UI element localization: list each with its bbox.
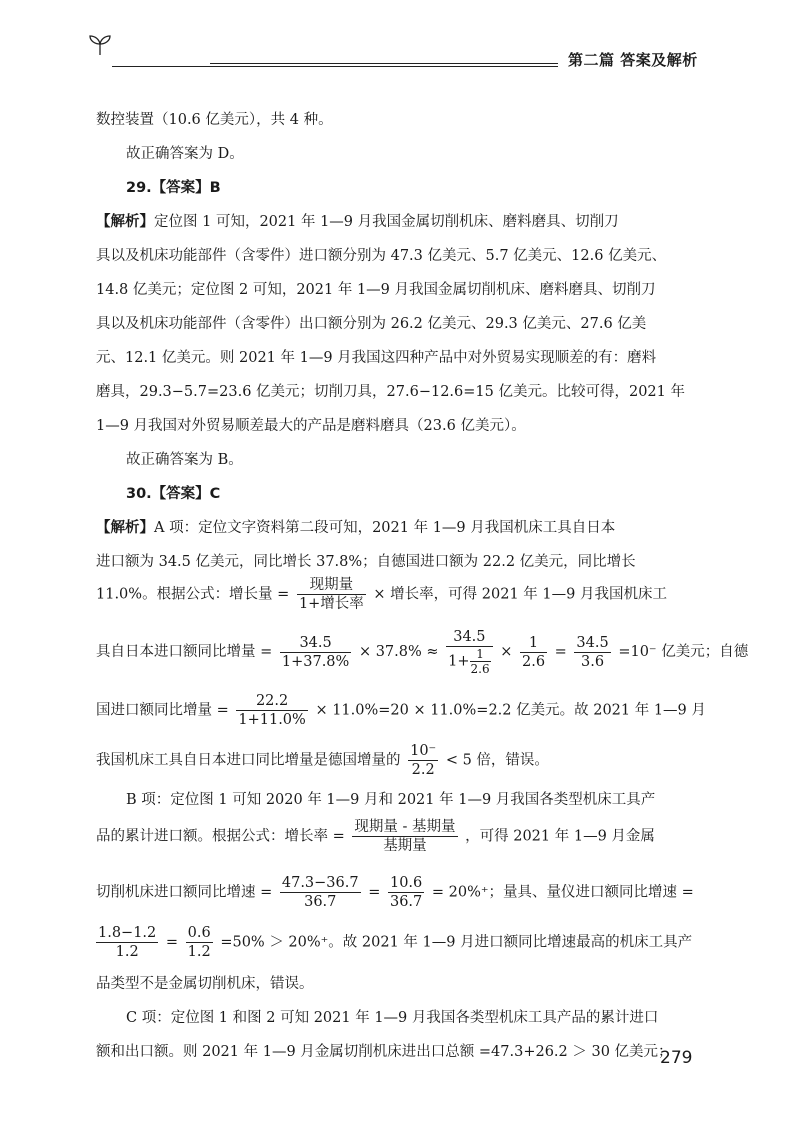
text-span: A 项：定位文字资料第二段可知，2021 年 1—9 月我国机床工具自日本 [154,520,616,536]
fraction-numerator: 47.3−36.7 [281,875,359,891]
text-line: 具以及机床功能部件（含零件）出口额分别为 26.2 亿美元、29.3 亿美元、27.6 亿美 [96,316,647,332]
text-span: × 11.0%=20 × 11.0%=2.2 亿美元。故 2021 年 1—9 月 [315,702,706,719]
fraction-denominator: 1.2 [187,944,211,960]
section-title: 第二篇 答案及解析 [568,51,698,69]
formula-line [96,692,706,729]
page-header [0,0,800,80]
text-span: = [554,644,567,660]
text-span: < 5 倍，错误。 [445,752,549,769]
page-number: 279 [660,1048,693,1068]
fraction-numerator: 34.5 [446,628,492,647]
text-span: ，可得 2021 年 1—9 月金属 [465,828,655,845]
text-line [96,212,696,232]
text-span: 切削机床进口额同比增速 = [96,884,273,901]
fraction-numerator: 1 [520,634,547,653]
text-span: 国进口额同比增量 = [96,702,229,719]
answer-29: 29.【答案】B [126,180,221,196]
formula-line [96,924,696,961]
fraction-numerator: 34.5 [280,634,351,653]
fraction-numerator: 10.6 [389,875,423,891]
text-line: 具以及机床功能部件（含零件）进口额分别为 47.3 亿美元、5.7 亿美元、12.6 亿美元、 [96,248,667,264]
fraction [280,874,361,911]
text-line: 品类型不是金属切削机床，错误。 [96,976,314,992]
fraction-denominator: 2.6 [470,662,490,676]
fraction-numerator: 1.8−1.2 [98,925,157,941]
text-span: = [368,884,381,901]
text-span: =50% ＞ 20%⁺。故 2021 年 1—9 月进口额同比增速最高的机床工具产 [220,934,693,951]
text-span: × 37.8% ≈ [358,644,439,660]
text-line: 磨具，29.3−5.7=23.6 亿美元；切削刀具，27.6−12.6=15 亿美元。比较可得，2021 年 [96,384,685,400]
fraction-numerator: 1 [470,647,491,662]
fraction-denominator [446,647,492,676]
header-rule-upper [210,63,558,64]
fraction-denominator: 2.6 [521,653,546,670]
text-line: 14.8 亿美元；定位图 2 可知，2021 年 1—9 月我国金属切削机床、磨料磨具、切削刀 [96,282,656,298]
fraction [388,874,424,911]
fraction [446,628,492,676]
formula-line [96,818,696,855]
text-span: 11.0%。根据公式：增长量 = [96,586,290,603]
sprout-icon [86,33,114,57]
fraction-numerator: 10⁻ [410,743,437,759]
text-span: × [500,644,513,660]
text-line: 进口额为 34.5 亿美元，同比增长 37.8%；自德国进口额为 22.2 亿美元，同比增长 [96,554,636,570]
fraction [186,924,213,961]
formula-line [96,576,696,613]
fraction-numerator: 34.5 [576,634,609,651]
text-span: 1+ [448,653,470,670]
fraction [96,924,158,961]
fraction-numerator: 现期量 [297,576,366,595]
fraction [574,634,610,671]
fraction-denominator: 1+11.0% [238,712,306,728]
answer-30: 30.【答案】C [126,486,221,502]
text-line: 额和出口额。则 2021 年 1—9 月金属切削机床进出口总额 =47.3+26.2 ＞ 30 亿美元； [96,1044,673,1060]
text-line: 1—9 月我国对外贸易顺差最大的产品是磨料磨具（23.6 亿美元）。 [96,418,526,434]
text-span: × 增长率，可得 2021 年 1—9 月我国机床工 [373,586,667,603]
text-span: 定位图 1 可知，2021 年 1—9 月我国金属切削机床、磨料磨具、切削刀 [154,214,619,230]
fraction-numerator: 22.2 [236,692,307,711]
fraction [236,692,307,729]
text-line: 元、12.1 亿美元。则 2021 年 1—9 月我国这四种产品中对外贸易实现顺差的有：磨料 [96,350,657,366]
fraction [280,634,351,671]
fraction-numerator: 0.6 [187,925,211,941]
formula-line [96,628,749,676]
fraction-denominator: 2.2 [411,762,435,778]
fraction-denominator: 36.7 [304,894,337,910]
text-span: = [165,934,179,951]
header-rule [112,66,558,67]
fraction [408,742,438,779]
fraction [297,576,366,613]
analysis-label: 【解析】 [96,520,154,536]
fraction-denominator: 3.6 [581,653,605,670]
text-span: 具自日本进口额同比增量 = [96,644,273,660]
fraction [352,818,457,855]
formula-line [96,874,696,911]
text-line: 故正确答案为 B。 [126,452,243,468]
fraction-denominator: 基期量 [383,838,427,854]
formula-line [96,742,696,779]
fraction [520,634,547,671]
fraction-denominator: 1+增长率 [298,596,364,612]
text-line: 故正确答案为 D。 [126,146,244,162]
text-span: 我国机床工具自日本进口同比增量是德国增量的 [96,752,401,769]
text-line: 数控装置（10.6 亿美元），共 4 种。 [96,112,333,128]
text-span: = 20%⁺；量具、量仪进口额同比增速 = [431,884,694,901]
text-line [96,518,696,538]
text-span: 品的累计进口额。根据公式：增长率 = [96,828,345,845]
fraction-denominator: 1+37.8% [281,653,350,670]
fraction-numerator: 现期量 - 基期量 [354,819,456,835]
text-span: =10⁻ 亿美元；自德 [618,644,749,660]
nested-fraction [470,647,491,676]
text-line: B 项：定位图 1 可知 2020 年 1—9 月和 2021 年 1—9 月我国各类型机床工具产 [126,792,656,808]
fraction-denominator: 1.2 [115,944,139,960]
text-line: C 项：定位图 1 和图 2 可知 2021 年 1—9 月我国各类型机床工具产品的累计进口 [126,1010,659,1026]
analysis-label: 【解析】 [96,214,154,230]
fraction-denominator: 36.7 [389,894,423,910]
